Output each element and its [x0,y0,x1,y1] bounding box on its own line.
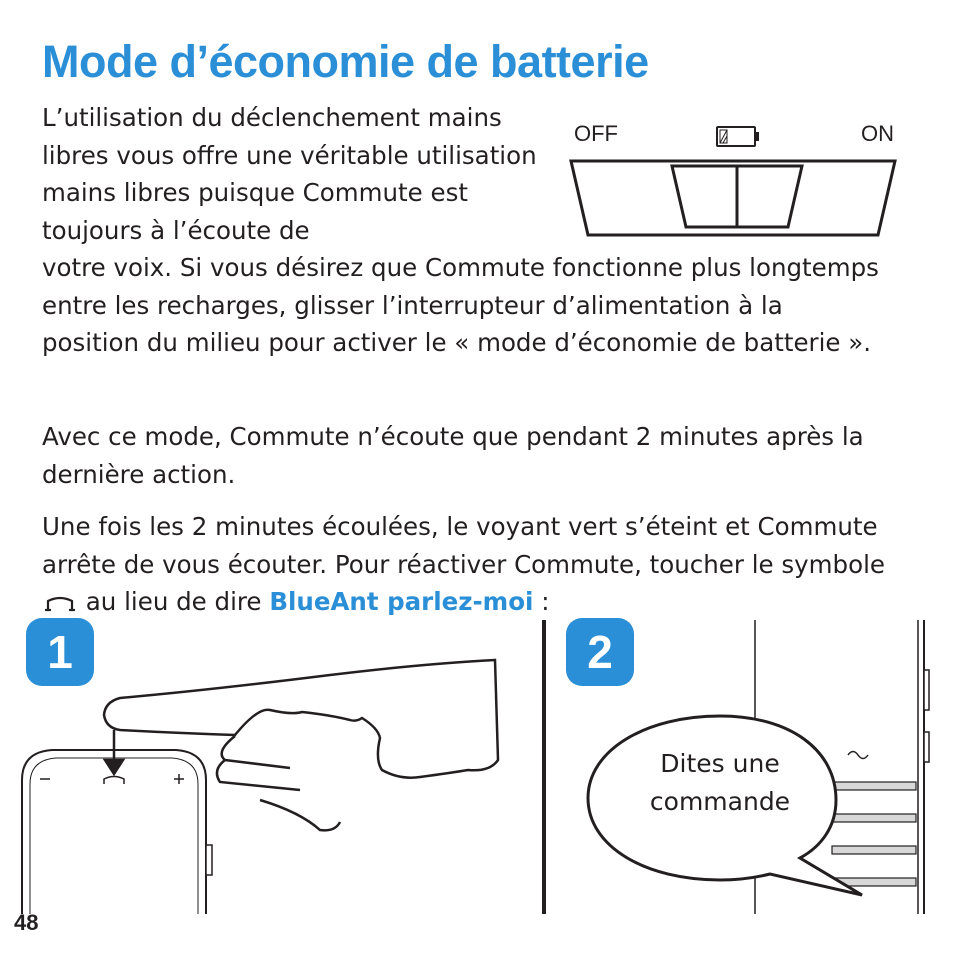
paragraph-intro-rest: votre voix. Si vous désirez que Commute fonctionne plus longtemps entre les recharges, glisser l’interrupteur d’alimentation à la position du milieu pour activer le « mode d’économie de batterie ». [42,253,879,357]
page-number: 48 [14,910,39,935]
switch-on-label: ON [861,121,894,146]
device-illustration-left [22,750,212,914]
step-2-badge: 2 [566,618,634,686]
voice-command-highlight: BlueAnt parlez-moi [269,587,534,616]
page-title: Mode d’économie de batterie [42,36,649,87]
speech-bubble-text: Dites une commande [649,749,791,816]
paragraph-reactivate-text-3: : [541,587,550,616]
step-1-badge: 1 [26,618,94,686]
paragraph-mode: Avec ce mode, Commute n’écoute que pendant 2 minutes après la dernière action. [42,422,864,489]
paragraph-intro-wrapped: L’utilisation du déclenchement mains libres vous offre une véritable utilisation mains libres puisque Commute est toujours à l’écoute de [42,103,537,245]
paragraph-reactivate-text-2: au lieu de dire [85,587,262,616]
switch-off-label: OFF [574,121,618,146]
step-divider [542,620,546,914]
paragraph-reactivate-text: Une fois les 2 minutes écoulées, le voyant vert s’éteint et Commute arrête de vous écouter. Pour réactiver Commute, toucher le symbole [42,512,885,579]
